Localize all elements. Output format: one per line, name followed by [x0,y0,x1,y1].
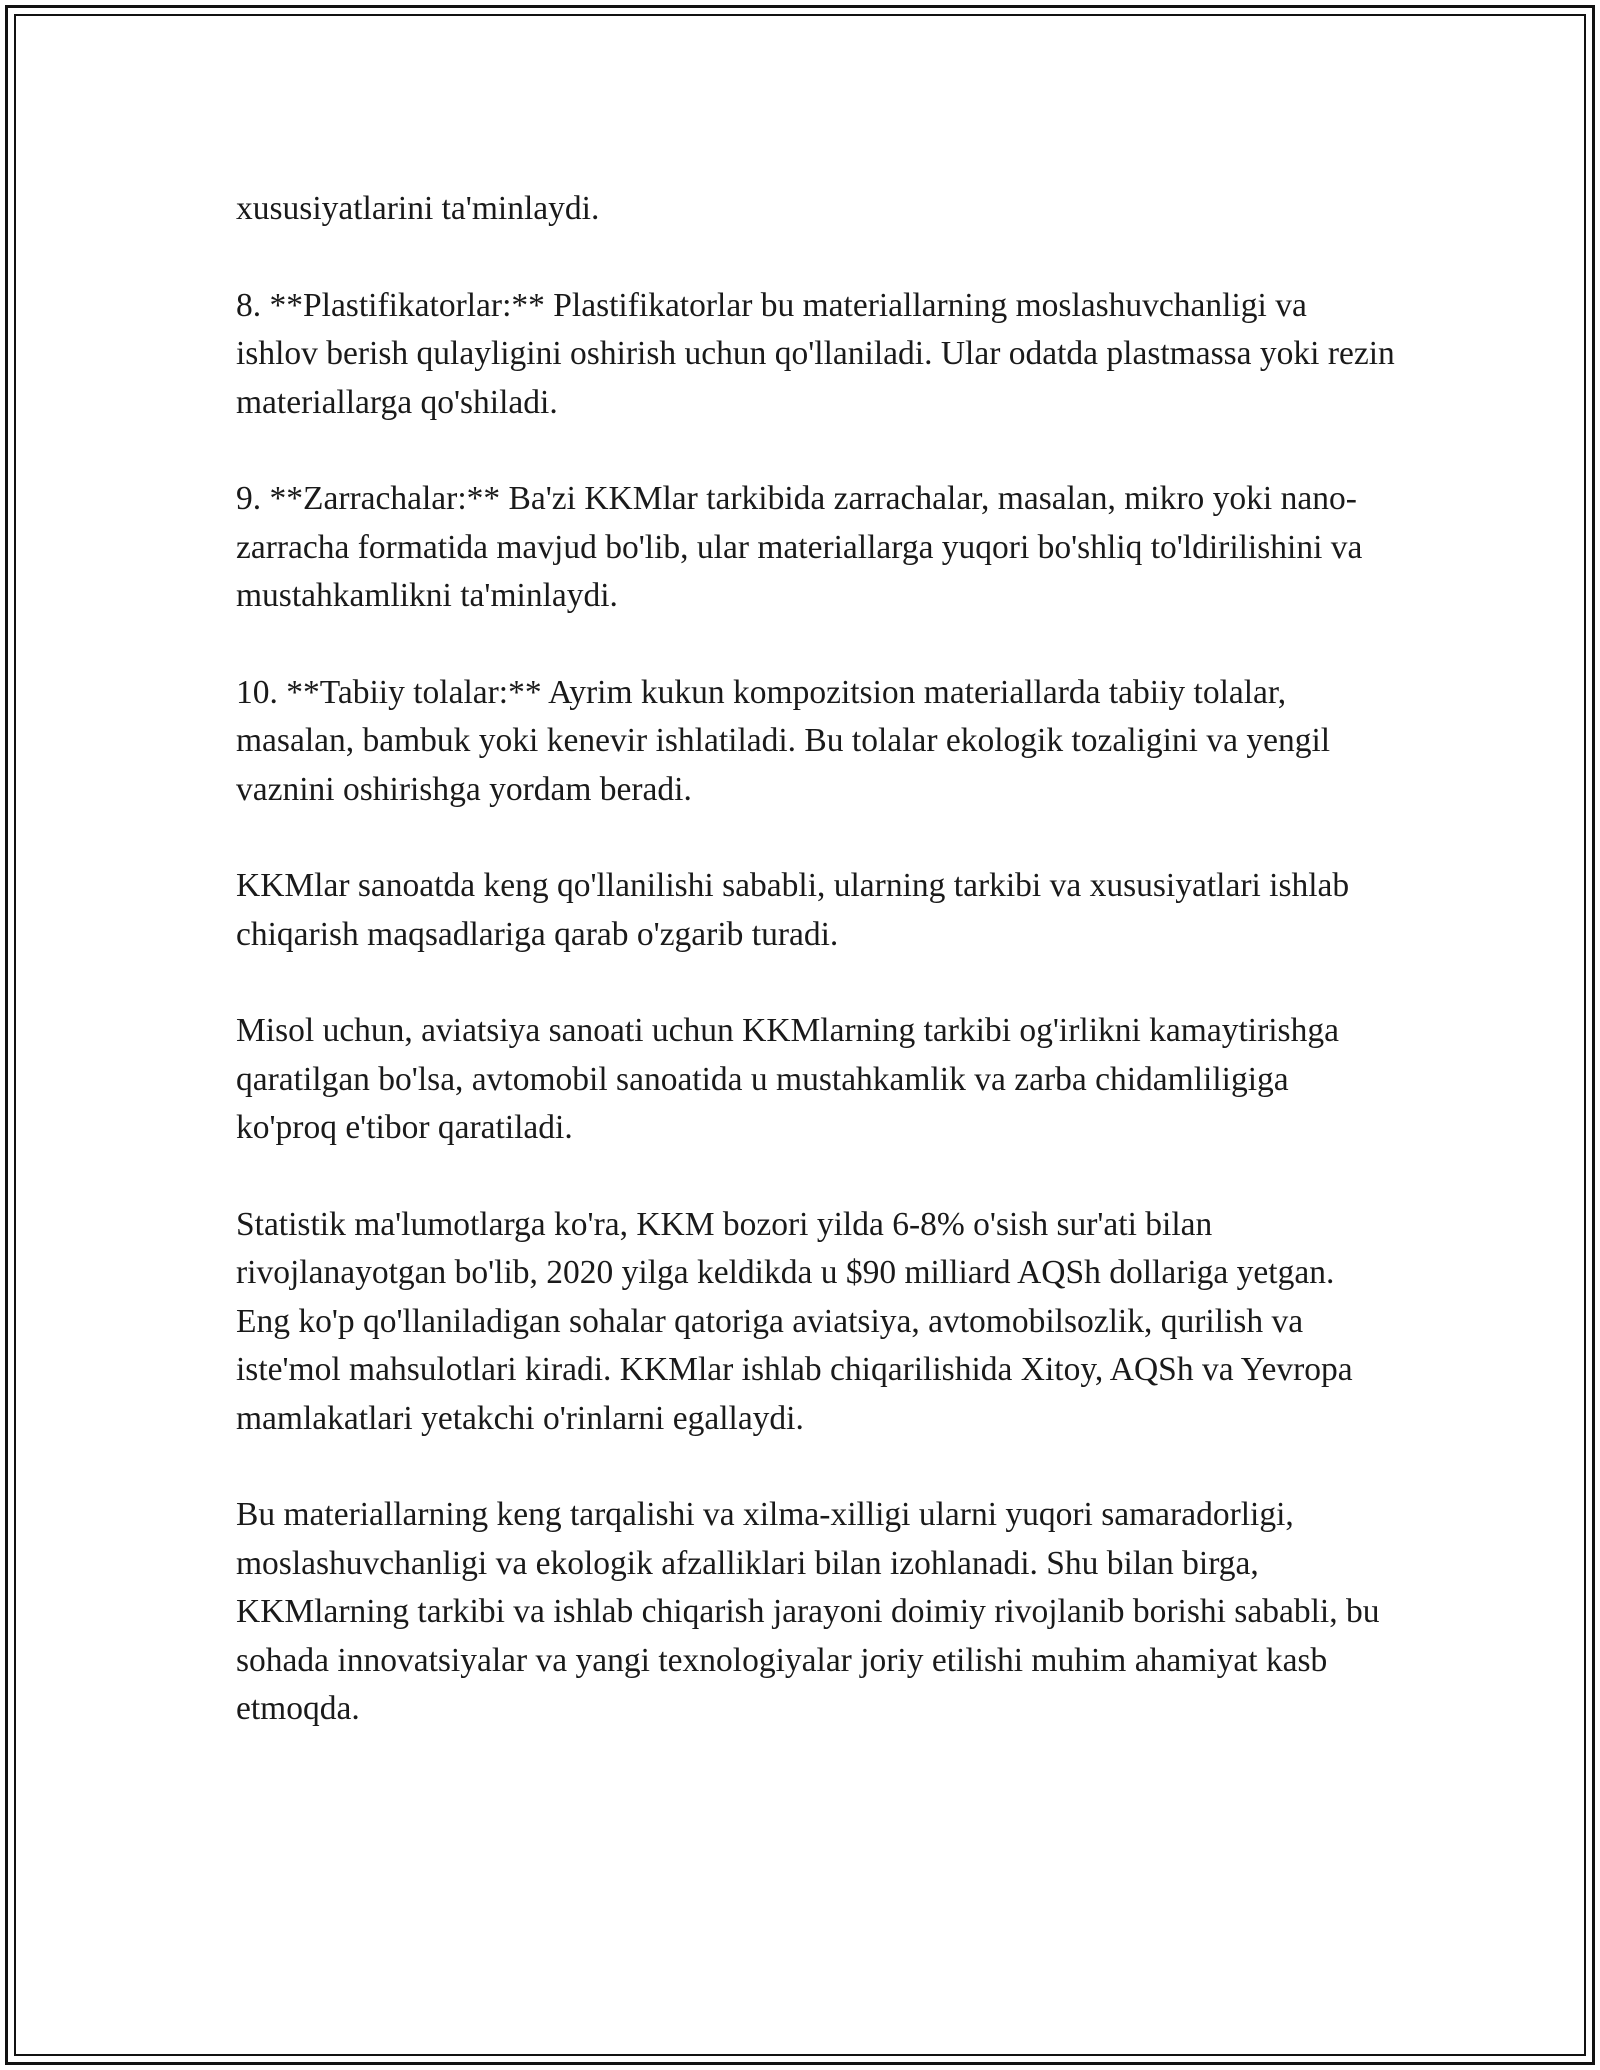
document-body [236,185,1396,1782]
paragraph-continuation: xususiyatlarini ta'minlaydi. [236,190,600,227]
paragraph-misol: Misol uchun, aviatsiya sanoati uchun KKMlarning tarkibi og'irlikni kamaytirishga qaratilgan bo'lsa, avtomobil sanoatida u mustahkamlik va zarba chidamliligiga ko'proq e'tibor qaratiladi. [236,1012,1339,1146]
paragraph-xulosa: Bu materiallarning keng tarqalishi va xilma-xilligi ularni yuqori samaradorligi, moslashuvchanligi va ekologik afzalliklari bilan izohlanadi. Shu bilan birga, KKMlarning tarkibi va ishlab chiqarish jarayoni doimiy rivojlanib borishi sababli, bu sohada innovatsiyalar va yangi texnologiyalar joriy etilishi muhim ahamiyat kasb etmoqda. [236,1496,1380,1727]
paragraph-sanoat: KKMlar sanoatda keng qo'llanilishi sababli, ularning tarkibi va xususiyatlari ishlab chiqarish maqsadlariga qarab o'zgarib turadi. [236,867,1350,953]
paragraph-zarrachalar: 9. **Zarrachalar:** Ba'zi KKMlar tarkibida zarrachalar, masalan, mikro yoki nano-zarracha formatida mavjud bo'lib, ular materiallarga yuqori bo'shliq to'ldirilishini va mustahkamlikni ta'minlaydi. [236,480,1363,614]
paragraph-plastifikatorlar: 8. **Plastifikatorlar:** Plastifikatorlar bu materiallarning moslashuvchanligi va ishlov berish qulayligini oshirish uchun qo'llaniladi. Ular odatda plastmassa yoki rezin materiallarga qo'shiladi. [236,286,1395,421]
paragraph-tabiiy-tolalar: 10. **Tabiiy tolalar:** Ayrim kukun kompozitsion materiallarda tabiiy tolalar, masalan, bambuk yoki kenevir ishlatiladi. Bu tolalar ekologik tozaligini va yengil vaznini oshirishga yordam beradi. [236,673,1331,808]
paragraph-statistika: Statistik ma'lumotlarga ko'ra, KKM bozori yilda 6-8% o'sish sur'ati bilan rivojlanayotgan bo'lib, 2020 yilga keldikda u $90 milliard AQSh dollariga yetgan. Eng ko'p qo'llaniladigan sohalar qatoriga aviatsiya, avtomobilsozlik, qurilish va iste'mol mahsulotlari kiradi. KKMlar ishlab chiqarilishida Xitoy, AQSh va Yevropa mamlakatlari yetakchi o'rinlarni egallaydi. [236,1205,1353,1437]
